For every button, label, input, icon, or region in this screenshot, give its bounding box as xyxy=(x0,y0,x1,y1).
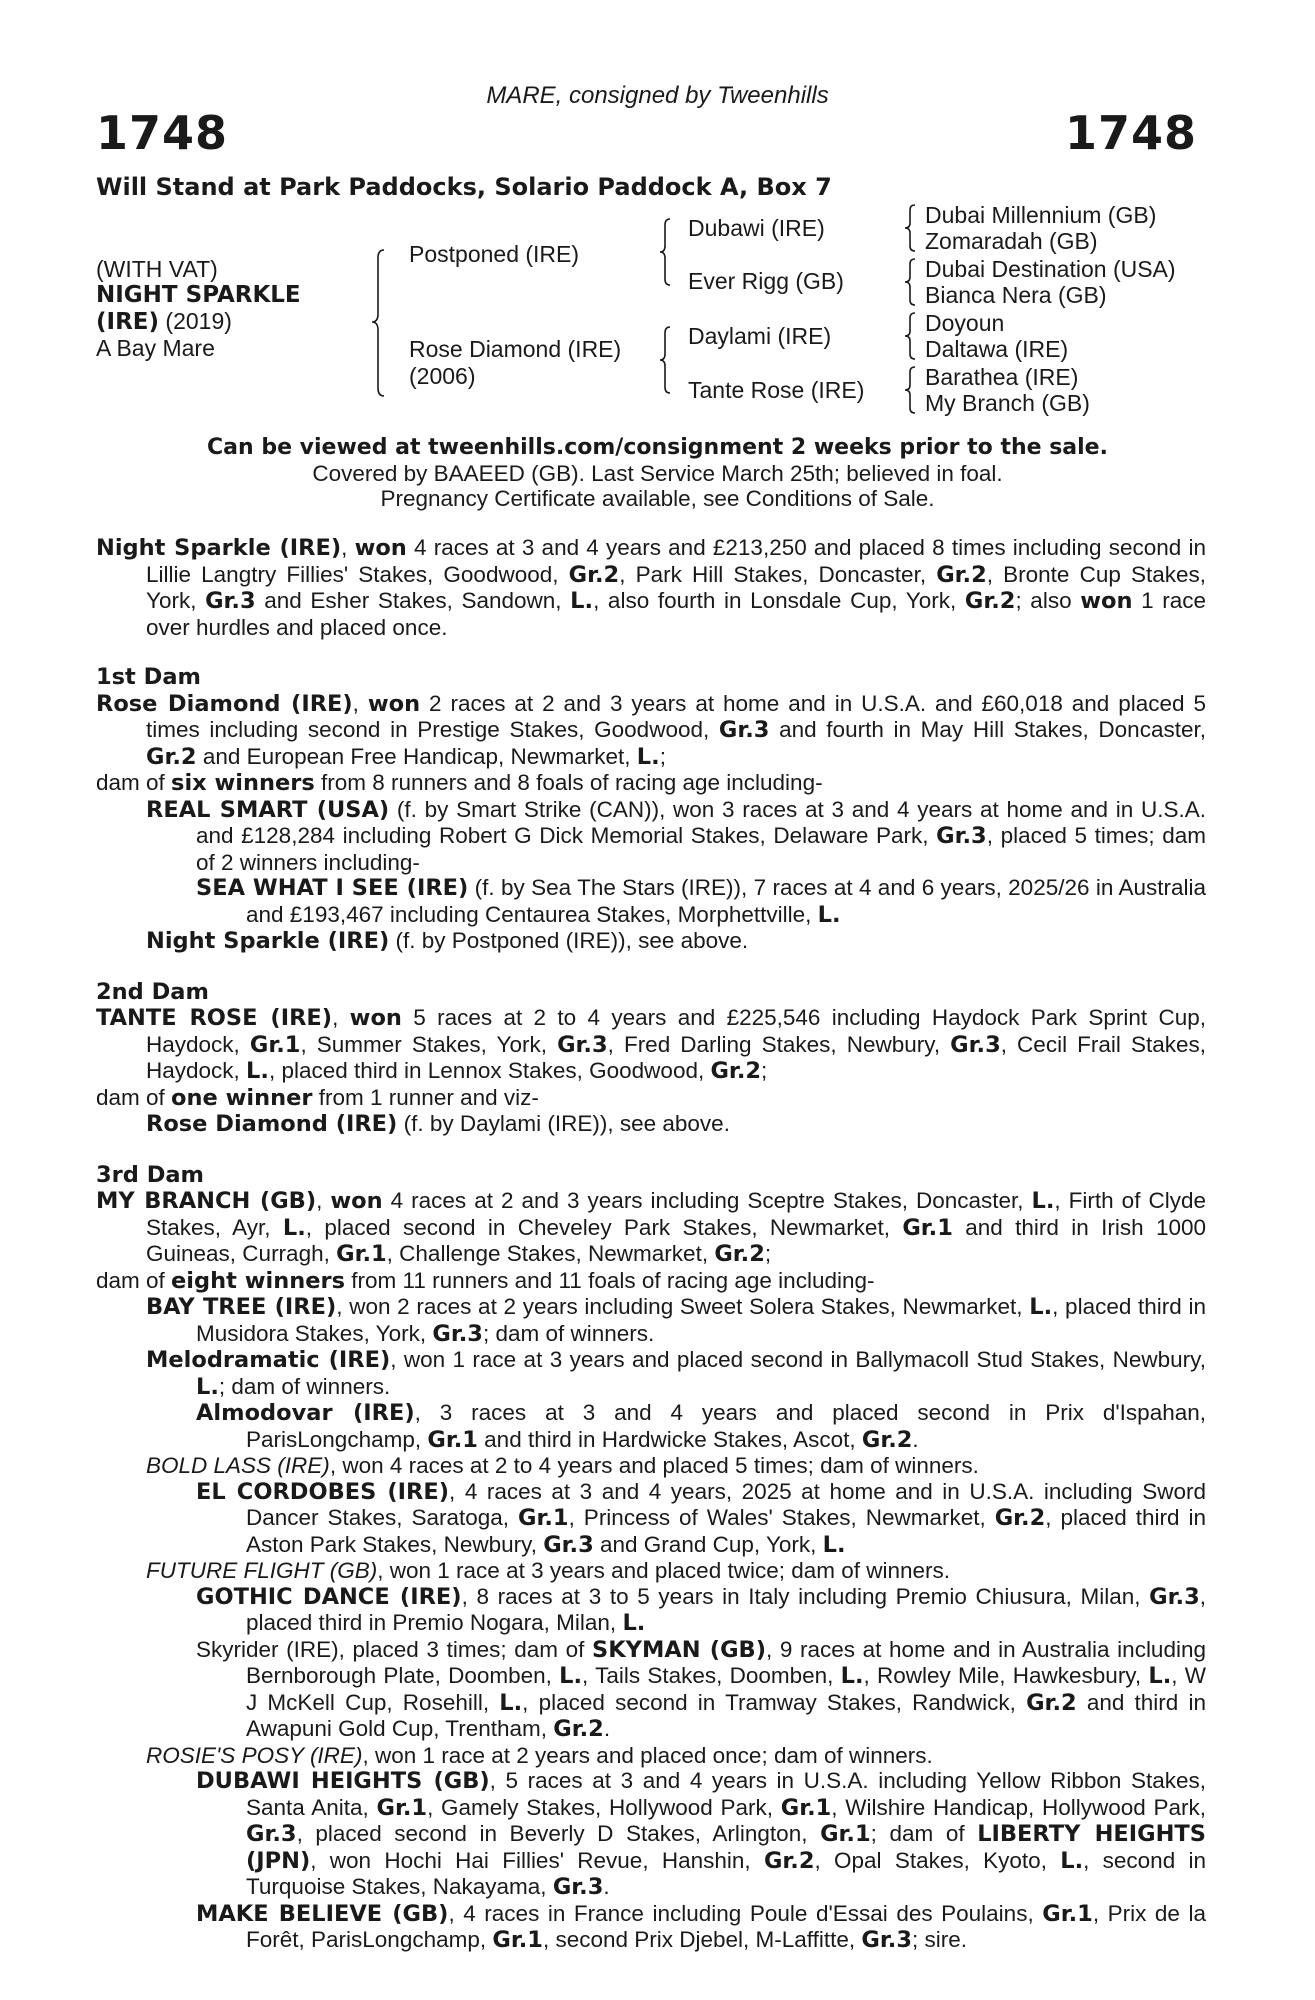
ssd: Zomaradah (GB) xyxy=(925,228,1098,254)
produce-el-cordobes: EL CORDOBES (IRE), 4 races at 3 and 4 years, 2025 at home and in U.S.A. including Sword Dancer Stakes, Saratoga, Gr.1, Princess of Wales' Stakes, Newmarket, Gr.2, placed third in Aston Park Stakes, Newbury, Gr.3 and Grand Cup, York, L. xyxy=(196,1478,1206,1558)
pedigree-bracket-sd xyxy=(903,257,923,307)
section-1st-dam: 1st Dam xyxy=(96,664,201,690)
horse-year: (2019) xyxy=(165,308,232,334)
pedigree-bracket-gen1 xyxy=(370,248,400,398)
horse-description: A Bay Mare xyxy=(96,335,215,361)
dam-sire: Daylami (IRE) xyxy=(688,323,832,349)
produce-gothic-dance: GOTHIC DANCE (IRE), 8 races at 3 to 5 years in Italy including Premio Chiusura, Milan, Gr.3, placed third in Premio Nogara, Milan, L. xyxy=(196,1583,1206,1636)
ddd: My Branch (GB) xyxy=(925,390,1090,416)
pedigree-bracket-ds xyxy=(903,311,923,361)
third-dam-produce: dam of eight winners from 11 runners and 11 foals of racing age including- xyxy=(96,1267,875,1294)
sire-sire: Dubawi (IRE) xyxy=(688,215,825,241)
produce-future-flight: FUTURE FLIGHT (GB), won 1 race at 3 years and placed twice; dam of winners. xyxy=(146,1558,951,1583)
produce-night-sparkle: Night Sparkle (IRE) (f. by Postponed (IRE)), see above. xyxy=(146,928,749,954)
produce-real-smart: REAL SMART (USA) (f. by Smart Strike (CAN)), won 3 races at 3 and 4 years at home and in U.S.A. and £128,284 including Robert G Dick Memorial Stakes, Delaware Park, Gr.3, placed 5 times; dam of 2 winners including- xyxy=(146,796,1206,875)
dds: Barathea (IRE) xyxy=(925,364,1079,390)
pedigree-bracket-dd xyxy=(903,365,923,415)
produce-skyrider: Skyrider (IRE), placed 3 times; dam of SKYMAN (GB), 9 races at home and in Australia including Bernborough Plate, Doomben, L., Tails Stakes, Doomben, L., Rowley Mile, Hawkesbury, L., W J McKell Cup, Rosehill, L., placed second in Tramway Stakes, Randwick, Gr.2 and third in Awapuni Gold Cup, Trentham, Gr.2. xyxy=(196,1636,1206,1742)
second-dam-produce: dam of one winner from 1 runner and viz- xyxy=(96,1084,539,1111)
produce-almodovar: Almodovar (IRE), 3 races at 3 and 4 years and placed second in Prix d'Ispahan, ParisLongchamp, Gr.1 and third in Hardwicke Stakes, Ascot, Gr.2. xyxy=(196,1400,1206,1453)
sds: Dubai Destination (USA) xyxy=(925,256,1176,282)
catalogue-body xyxy=(96,535,1206,1954)
second-dam-record: TANTE ROSE (IRE), won 5 races at 2 to 4 years and £225,546 including Haydock Park Sprint Cup, Haydock, Gr.1, Summer Stakes, York, Gr.3, Fred Darling Stakes, Newbury, Gr.3, Cecil Frail Stakes, Haydock, L., placed third in Lennox Stakes, Goodwood, Gr.2; xyxy=(96,1005,1206,1084)
first-dam-produce: dam of six winners from 8 runners and 8 foals of racing age including- xyxy=(96,770,823,796)
dss: Doyoun xyxy=(925,310,1005,336)
sire: Postponed (IRE) xyxy=(409,241,580,267)
covered-note: Covered by BAAEED (GB). Last Service March 25th; believed in foal. xyxy=(312,461,1003,486)
lot-number-right: 1748 xyxy=(1064,106,1197,160)
viewing-note: Can be viewed at tweenhills.com/consignment 2 weeks prior to the sale. xyxy=(207,435,1108,460)
section-2nd-dam: 2nd Dam xyxy=(96,978,209,1005)
dam: Rose Diamond (IRE) xyxy=(409,336,622,362)
produce-sea-what-i-see: SEA WHAT I SEE (IRE) (f. by Sea The Stars (IRE)), 7 races at 4 and 6 years, 2025/26 in Australia and £193,467 including Centaurea Stakes, Morphettville, L. xyxy=(196,875,1206,928)
pedigree-bracket-sire xyxy=(658,217,682,287)
sire-dam: Ever Rigg (GB) xyxy=(688,268,844,294)
horse-country: (IRE) xyxy=(96,309,160,335)
produce-melodramatic: Melodramatic (IRE), won 1 race at 3 years and placed second in Ballymacoll Stud Stakes, Newbury, L.; dam of winners. xyxy=(146,1347,1206,1400)
produce-bold-lass: BOLD LASS (IRE), won 4 races at 2 to 4 years and placed 5 times; dam of winners. xyxy=(146,1453,979,1478)
produce-dubawi-heights: DUBAWI HEIGHTS (GB), 5 races at 3 and 4 years in U.S.A. including Yellow Ribbon Stakes, Santa Anita, Gr.1, Gamely Stakes, Hollywood Park, Gr.1, Wilshire Handicap, Hollywood Park, Gr.3, placed second in Beverly D Stakes, Arlington, Gr.1; dam of LIBERTY HEIGHTS (JPN), won Hochi Hai Fillies' Revue, Hanshin, Gr.2, Opal Stakes, Kyoto, L., second in Turquoise Stakes, Nakayama, Gr.3. xyxy=(196,1768,1207,1900)
horse-name: NIGHT SPARKLE xyxy=(96,282,301,308)
lot-number-left: 1748 xyxy=(96,106,229,160)
dam-dam: Tante Rose (IRE) xyxy=(688,377,865,403)
section-3rd-dam: 3rd Dam xyxy=(96,1161,204,1188)
produce-bay-tree: BAY TREE (IRE), won 2 races at 2 years including Sweet Solera Stakes, Newmarket, L., placed third in Musidora Stakes, York, Gr.3; dam of winners. xyxy=(146,1294,1206,1347)
horse-country-year xyxy=(96,308,232,335)
third-dam-record: MY BRANCH (GB), won 4 races at 2 and 3 years including Sceptre Stakes, Doncaster, L., Firth of Clyde Stakes, Ayr, L., placed second in Cheveley Park Stakes, Newmarket, Gr.1 and third in Irish 1000 Guineas, Curragh, Gr.1, Challenge Stakes, Newmarket, Gr.2; xyxy=(96,1188,1207,1267)
produce-make-believe: MAKE BELIEVE (GB), 4 races in France including Poule d'Essai des Poulains, Gr.1, Prix de la Forêt, ParisLongchamp, Gr.1, second Prix Djebel, M-Laffitte, Gr.3; sire. xyxy=(196,1900,1206,1953)
dam-year: (2006) xyxy=(409,363,476,389)
pedigree-bracket-dam xyxy=(658,325,682,395)
dsd: Daltawa (IRE) xyxy=(925,336,1069,362)
sdd: Bianca Nera (GB) xyxy=(925,282,1107,308)
sss: Dubai Millennium (GB) xyxy=(925,202,1157,228)
first-dam-record: Rose Diamond (IRE), won 2 races at 2 and 3 years at home and in U.S.A. and £60,018 and placed 5 times including second in Prestige Stakes, Goodwood, Gr.3 and fourth in May Hill Stakes, Doncaster, Gr.2 and European Free Handicap, Newmarket, L.; xyxy=(96,690,1206,770)
stand-location: Will Stand at Park Paddocks, Solario Paddock A, Box 7 xyxy=(96,173,832,201)
lot-subtitle: MARE, consigned by Tweenhills xyxy=(486,82,829,109)
produce-rosies-posy: ROSIE'S POSY (IRE), won 1 race at 2 years and placed once; dam of winners. xyxy=(146,1742,933,1768)
pregnancy-note: Pregnancy Certificate available, see Conditions of Sale. xyxy=(380,486,935,511)
vat-note: (WITH VAT) xyxy=(96,256,218,282)
pedigree-bracket-ss xyxy=(903,203,923,253)
produce-rose-diamond: Rose Diamond (IRE) (f. by Daylami (IRE)), see above. xyxy=(146,1111,730,1137)
horse-summary: Night Sparkle (IRE), won 4 races at 3 and 4 years and £213,250 and placed 8 times including second in Lillie Langtry Fillies' Stakes, Goodwood, Gr.2, Park Hill Stakes, Doncaster, Gr.2, Bronte Cup Stakes, York, Gr.3 and Esher Stakes, Sandown, L., also fourth in Lonsdale Cup, York, Gr.2; also won 1 race over hurdles and placed once. xyxy=(96,535,1207,640)
